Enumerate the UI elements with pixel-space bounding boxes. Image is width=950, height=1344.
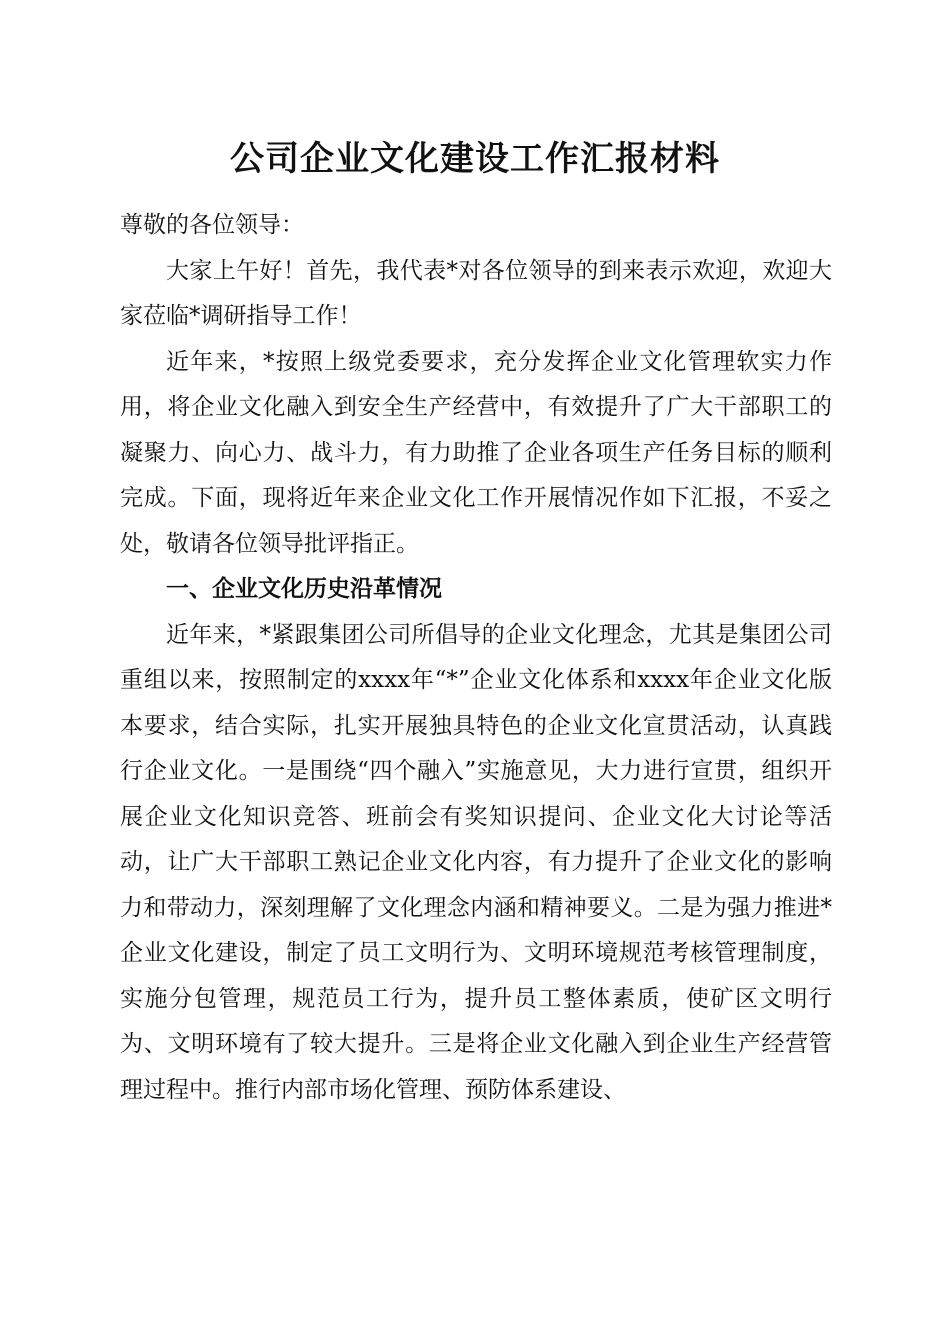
- salutation: 尊敬的各位领导：: [120, 212, 304, 238]
- section-heading: 一、企业文化历史沿革情况: [166, 576, 442, 602]
- document-body: [120, 203, 832, 1113]
- intro-paragraph: 近年来，*按照上级党委要求，充分发挥企业文化管理软实力作用，将企业文化融入到安全生产经营中，有效提升了广大干部职工的凝聚力、向心力、战斗力，有力助推了企业各项生产任务目标的顺利完成。下面，现将近年来企业文化工作开展情况作如下汇报，不妥之处，敬请各位领导批评指正。: [120, 348, 832, 557]
- section-paragraph: 近年来，*紧跟集团公司所倡导的企业文化理念，尤其是集团公司重组以来，按照制定的xxxx年“*”企业文化体系和xxxx年企业文化版本要求，结合实际，扎实开展独具特色的企业文化宣贯活动，认真践行企业文化。一是围绕“四个融入”实施意见，大力进行宣贯，组织开展企业文化知识竞答、班前会有奖知识提问、企业文化大讨论等活动，让广大干部职工熟记企业文化内容，有力提升了企业文化的影响力和带动力，深刻理解了文化理念内涵和精神要义。二是为强力推进*企业文化建设，制定了员工文明行为、文明环境规范考核管理制度，实施分包管理，规范员工行为，提升员工整体素质，使矿区文明行为、文明环境有了较大提升。三是将企业文化融入到企业生产经营管理过程中。推行内部市场化管理、预防体系建设、: [120, 621, 832, 1103]
- document-title: 公司企业文化建设工作汇报材料: [230, 139, 720, 179]
- greeting-paragraph: 大家上午好！首先，我代表*对各位领导的到来表示欢迎，欢迎大家莅临*调研指导工作！: [120, 257, 832, 329]
